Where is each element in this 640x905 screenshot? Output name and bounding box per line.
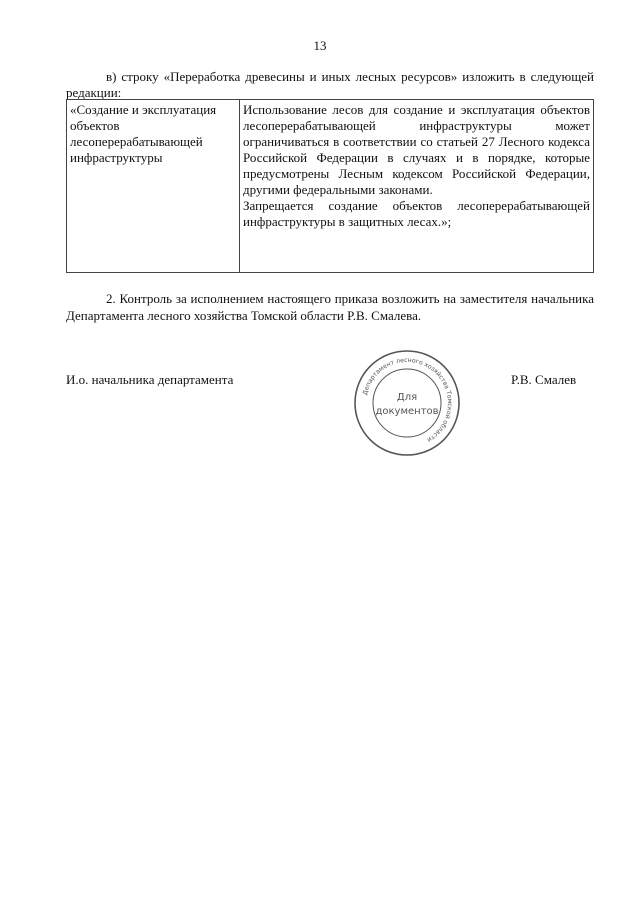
stamp-line-1: Для xyxy=(396,392,418,403)
stamp-ring-text: Департамент лесного хозяйства Томской области xyxy=(361,356,454,444)
amendment-table xyxy=(66,99,594,273)
activity-cell: «Создание и эксплуатация объектов лесоперерабатывающей инфраструктуры xyxy=(67,100,240,273)
control-paragraph: 2. Контроль за исполнением настоящего приказа возложить на заместителя начальника Департамента лесного хозяйства Томской области Р.В. Смалева. xyxy=(66,291,594,323)
signatory-name: Р.В. Смалев xyxy=(511,372,577,387)
table-row xyxy=(67,100,594,273)
intro-paragraph: в) строку «Переработка древесины и иных лесных ресурсов» изложить в следующей редакции: xyxy=(66,69,594,100)
restriction-cell xyxy=(240,100,594,273)
page-number: 13 xyxy=(313,38,327,53)
signatory-title: И.о. начальника департамента xyxy=(66,372,234,387)
official-stamp xyxy=(352,348,462,458)
restriction-text-2: Запрещается создание объектов лесоперерабатывающей инфраструктуры в защитных лесах.»; xyxy=(243,198,590,229)
stamp-line-2: документов xyxy=(375,406,439,417)
restriction-text-1: Использование лесов для создание и эксплуатация объектов лесоперерабатывающей инфраструктуры может ограничиваться в соответствии со статьей 27 Лесного кодекса Российской Федерации в случаях и в порядке, которые предусмотрены Лесным кодексом Российской Федерации, другими федеральными законами. xyxy=(243,102,590,197)
